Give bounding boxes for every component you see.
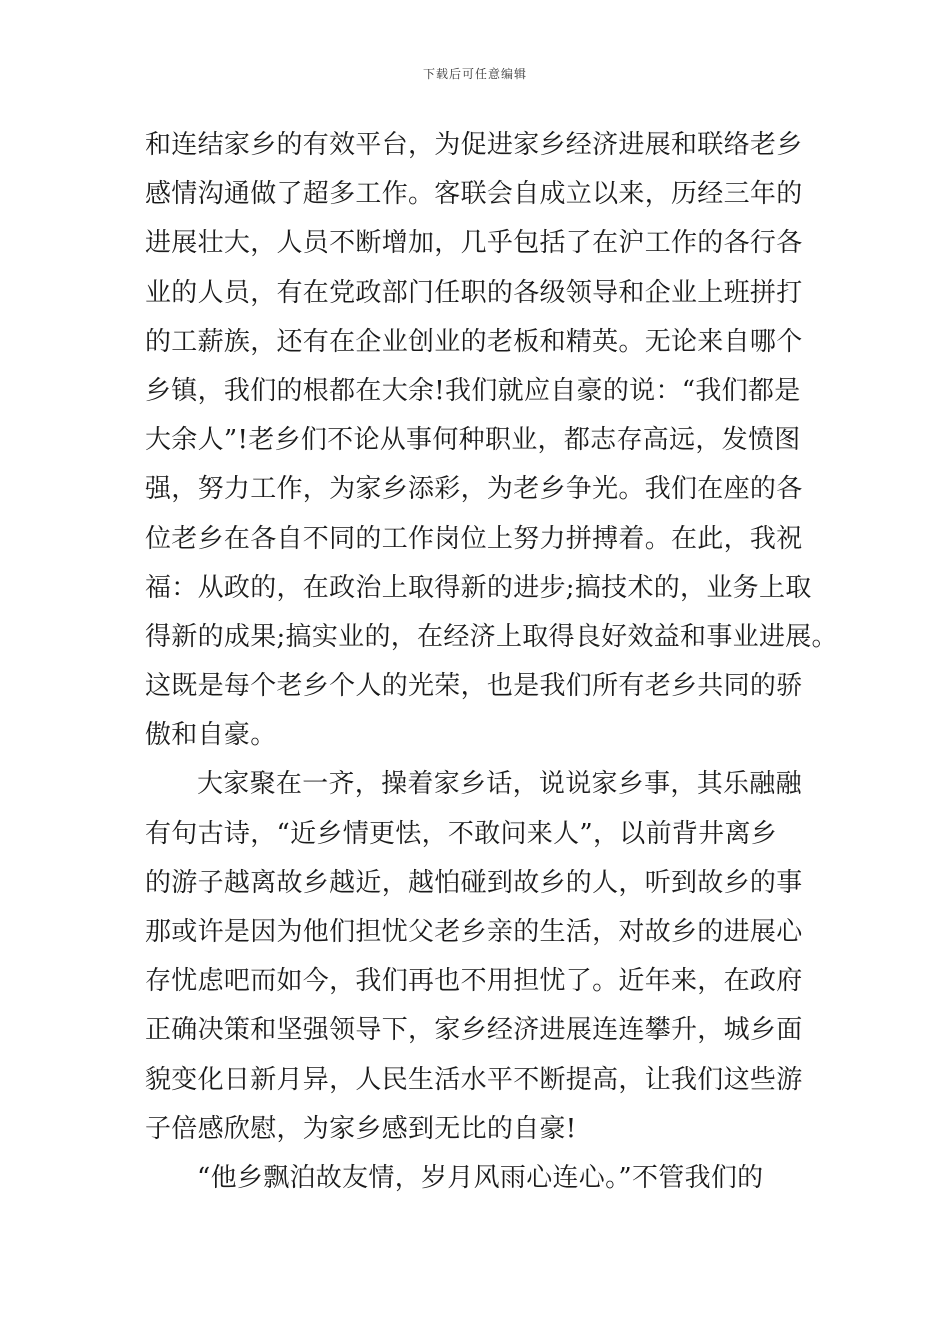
text-line: 感情沟通做了超多工作。客联会自成立以来，历经三年的 — [145, 179, 803, 210]
text-line: 的游子越离故乡越近，越怕碰到故乡的人，听到故乡的事 — [145, 867, 803, 898]
text-line: 大家聚在一齐，操着家乡话，说说家乡事，其乐融融 — [197, 769, 802, 800]
text-line: 那或许是因为他们担忧父老乡亲的生活，对故乡的进展心 — [145, 917, 803, 947]
text-line: 乡镇，我们的根都在大余!我们就应自豪的说：“我们都是 — [145, 375, 801, 406]
text-line: 业的人员，有在党政部门任职的各级领导和企业上班拼打 — [145, 277, 803, 308]
text-line: 貌变化日新月异，人民生活水平不断提高，让我们这些游 — [145, 1064, 803, 1095]
document-body — [145, 121, 838, 1203]
text-line: 进展壮大，人员不断增加，几乎包括了在沪工作的各行各 — [145, 228, 803, 259]
text-line: 和连结家乡的有效平台，为促进家乡经济进展和联络老乡 — [145, 130, 803, 160]
text-line: 傲和自豪。 — [145, 720, 277, 751]
text-line: 这既是每个老乡个人的光荣，也是我们所有老乡共同的骄 — [145, 671, 803, 702]
text-line: 存忧虑吧而如今，我们再也不用担忧了。近年来，在政府 — [145, 966, 803, 997]
text-line: 强，努力工作，为家乡添彩，为老乡争光。我们在座的各 — [145, 474, 803, 505]
text-line: 子倍感欣慰，为家乡感到无比的自豪! — [145, 1113, 577, 1144]
text-line: “他乡飘泊故友情，岁月风雨心连心。”不管我们的 — [197, 1162, 764, 1193]
text-line: 的工薪族，还有在企业创业的老板和精英。无论来自哪个 — [145, 326, 803, 357]
text-line: 正确决策和坚强领导下，家乡经济进展连连攀升，城乡面 — [145, 1015, 803, 1046]
text-line: 福：从政的，在政治上取得新的进步;搞技术的，业务上取 — [145, 572, 812, 603]
page-header: 下载后可任意编辑 — [422, 67, 527, 81]
text-line: 有句古诗，“近乡情更怯，不敢问来人”，以前背井离乡 — [145, 818, 778, 849]
text-line: 位老乡在各自不同的工作岗位上努力拼搏着。在此，我祝 — [145, 523, 803, 554]
text-line: 大余人”!老乡们不论从事何种职业，都志存高远，发愤图 — [145, 425, 801, 456]
text-line: 得新的成果;搞实业的，在经济上取得良好效益和事业进展。 — [145, 621, 838, 652]
